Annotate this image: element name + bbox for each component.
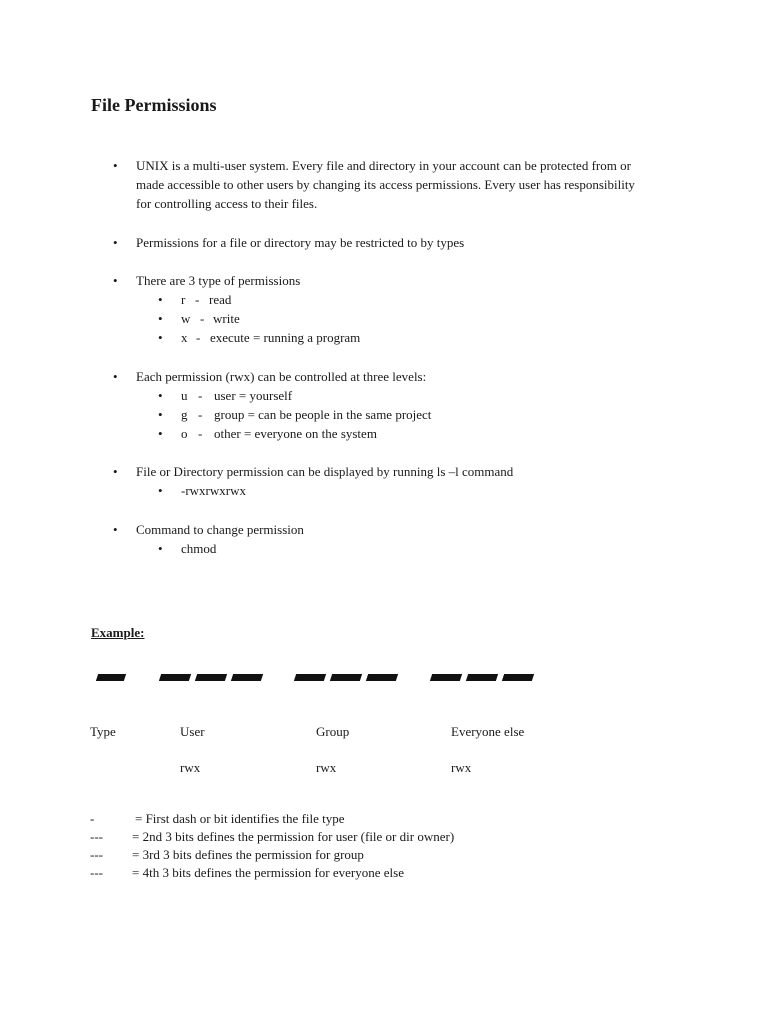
list-item-text: Command to change permission	[136, 522, 304, 537]
list-item-text: There are 3 type of permissions	[136, 273, 301, 288]
list-item-text: Permissions for a file or directory may be restricted to by types	[136, 235, 465, 250]
sub-bullet-icon: •	[158, 311, 163, 326]
sub-item-code: w	[181, 311, 191, 326]
bullet-icon: •	[113, 273, 118, 288]
sub-item-desc: other = everyone on the system	[214, 426, 377, 441]
legend-marker: ---	[90, 865, 103, 880]
sub-item-code: x	[181, 330, 188, 345]
other-dash	[430, 674, 462, 681]
sub-bullet-icon: •	[158, 292, 163, 307]
bullet-icon: •	[113, 158, 118, 173]
sub-item-desc: group = can be people in the same project	[214, 407, 432, 422]
sub-item-code: u	[181, 388, 188, 403]
user-permission-value: rwx	[180, 760, 201, 775]
type-dash	[96, 674, 126, 681]
legend-marker: -	[90, 811, 95, 826]
sub-item-sep: -	[195, 292, 200, 307]
sub-item-sep: -	[198, 388, 203, 403]
sub-item-sep: -	[198, 407, 203, 422]
bullet-icon: •	[113, 464, 118, 479]
legend-marker: ---	[90, 847, 103, 862]
sub-item-desc: execute = running a program	[210, 330, 361, 345]
sub-item-code: chmod	[181, 541, 217, 556]
sub-bullet-icon: •	[158, 426, 163, 441]
user-dash	[231, 674, 263, 681]
list-item-text: made accessible to other users by changing its access permissions. Every user has responsibility	[136, 177, 635, 192]
list-item-text: UNIX is a multi-user system. Every file and directory in your account can be protected from or	[136, 158, 631, 173]
sub-item-desc: read	[209, 292, 232, 307]
column-header-group: Group	[316, 724, 350, 739]
list-item-text: for controlling access to their files.	[136, 196, 318, 211]
legend-text: = 4th 3 bits defines the permission for everyone else	[132, 865, 404, 880]
legend-marker: ---	[90, 829, 103, 844]
other-dash	[502, 674, 534, 681]
sub-bullet-icon: •	[158, 407, 163, 422]
bullet-icon: •	[113, 522, 118, 537]
bullet-icon: •	[113, 369, 118, 384]
everyone-permission-value: rwx	[451, 760, 472, 775]
user-dash	[195, 674, 227, 681]
sub-item-sep: -	[200, 311, 205, 326]
sub-item-code: -rwxrwxrwx	[181, 483, 246, 498]
group-dash	[366, 674, 398, 681]
sub-bullet-icon: •	[158, 483, 163, 498]
legend-text: = 2nd 3 bits defines the permission for user (file or dir owner)	[132, 829, 455, 844]
sub-item-desc: write	[213, 311, 240, 326]
group-permission-value: rwx	[316, 760, 337, 775]
legend-text: = First dash or bit identifies the file type	[135, 811, 345, 826]
sub-bullet-icon: •	[158, 330, 163, 345]
sub-item-sep: -	[198, 426, 203, 441]
page-title: File Permissions	[91, 95, 217, 115]
sub-item-sep: -	[196, 330, 201, 345]
other-dash	[466, 674, 498, 681]
sub-bullet-icon: •	[158, 541, 163, 556]
sub-item-code: r	[181, 292, 186, 307]
group-dash	[294, 674, 326, 681]
sub-bullet-icon: •	[158, 388, 163, 403]
user-dash	[159, 674, 191, 681]
column-header-type: Type	[90, 724, 116, 739]
sub-item-code: o	[181, 426, 188, 441]
bullet-icon: •	[113, 235, 118, 250]
group-dash	[330, 674, 362, 681]
column-header-user: User	[180, 724, 205, 739]
column-header-everyone: Everyone else	[451, 724, 525, 739]
list-item-text: Each permission (rwx) can be controlled at three levels:	[136, 369, 427, 384]
legend-text: = 3rd 3 bits defines the permission for group	[132, 847, 364, 862]
sub-item-desc: user = yourself	[214, 388, 293, 403]
list-item-text: File or Directory permission can be displayed by running ls –l command	[136, 464, 514, 479]
example-label: Example:	[91, 625, 145, 640]
sub-item-code: g	[181, 407, 188, 422]
